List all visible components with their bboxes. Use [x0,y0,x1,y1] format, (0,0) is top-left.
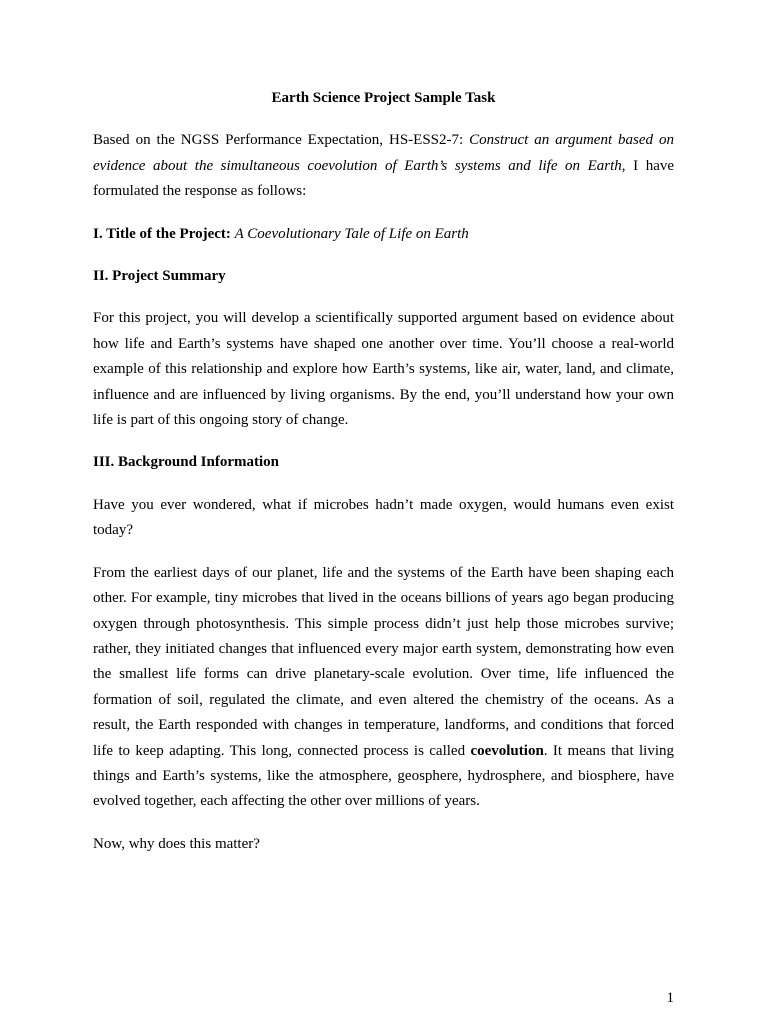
coevolution-term: coevolution [470,742,544,759]
background-body-after: . It means that living things and Earth’s systems, like the atmosphere, geosphere, hydrosphere, and biosphere, have evolved together, each affecting the other over millions of years. [93,742,674,810]
intro-suffix: , I have formulated the response as follows: [93,157,675,200]
background-heading: III. Background Information [93,454,280,471]
project-title-value: A Coevolutionary Tale of Life on Earth [234,225,469,242]
intro-paragraph [93,128,674,204]
project-summary-body: For this project, you will develop a scientifically supported argument based on evidence about how life and Earth’s systems have shaped one another over time. You’ll choose a real-world example of this relationship and explore how Earth’s systems, like air, water, land, and climate, influence and are influenced by living organisms. By the end, you’ll understand how your own life is part of this ongoing story of change. [93,310,674,429]
page-number: 1 [666,990,674,1006]
intro-prefix: Based on the NGSS Performance Expectation, HS-ESS2-7: [93,132,470,149]
document-title: Earth Science Project Sample Task [271,90,496,106]
project-title-line [93,222,674,247]
background-body [93,561,674,815]
background-question: Have you ever wondered, what if microbes hadn’t made oxygen, would humans even exist today? [93,496,674,539]
project-title-label: I. Title of the Project: [93,225,235,242]
document-page [93,86,674,874]
intro-performance-expectation: Construct an argument based on evidence about the simultaneous coevolution of Earth’s systems and life on Earth [93,132,674,174]
project-summary-heading: II. Project Summary [93,268,226,285]
background-closing: Now, why does this matter? [93,835,260,852]
background-body-before: From the earliest days of our planet, life and the systems of the Earth have been shaping each other. For example, tiny microbes that lived in the oceans billions of years ago began producing oxygen through photosynthesis. This simple process didn’t just help those microbes survive; rather, they initiated changes that influenced every major earth system, demonstrating how even the smallest life forms can drive planetary-scale evolution. Over time, life influenced the formation of soil, regulated the climate, and even altered the chemistry of the oceans. As a result, the Earth responded with changes in temperature, landforms, and conditions that forced life to keep adapting. This long, connected process is called [93,564,674,759]
